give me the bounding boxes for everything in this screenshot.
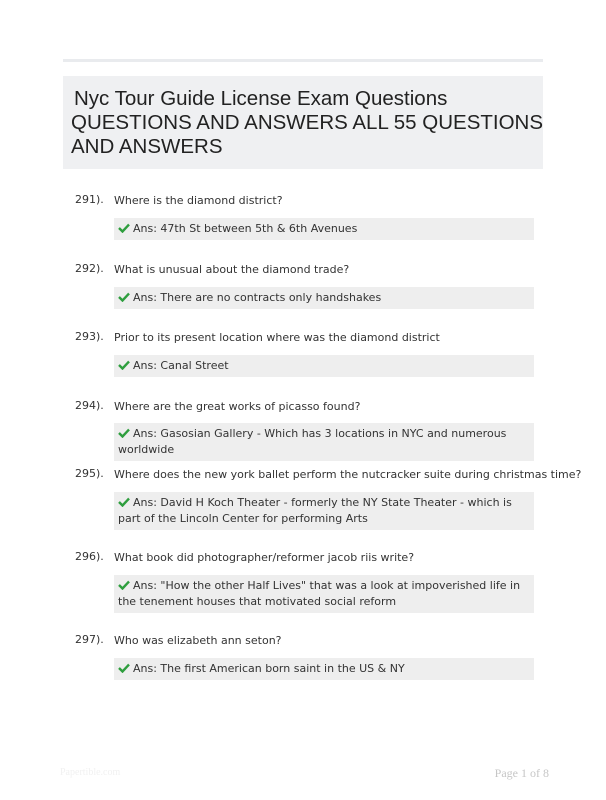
check-icon (118, 428, 131, 438)
check-icon (118, 663, 131, 673)
document-title-box (63, 76, 543, 169)
question-text: What is unusual about the diamond trade? (114, 263, 350, 276)
answer-text: Ans: David H Koch Theater - formerly the NY State Theater - which is part of the Lincoln Center for performing Arts (118, 496, 512, 525)
page-number: Page 1 of 8 (494, 766, 549, 780)
check-icon (118, 223, 131, 233)
question-text: Prior to its present location where was the diamond district (114, 331, 440, 344)
question-number: 292). (75, 262, 104, 275)
answer-box (114, 218, 534, 240)
answer-box (114, 658, 534, 680)
answer-text: Ans: There are no contracts only handshakes (133, 291, 382, 304)
question-number: 294). (75, 399, 104, 412)
answer-box (114, 575, 534, 613)
check-icon (118, 292, 131, 302)
title-line-3: AND ANSWERS (71, 135, 223, 158)
check-icon (118, 497, 131, 507)
answer-text: Ans: Canal Street (133, 359, 229, 372)
answer-box (114, 287, 534, 309)
question-number: 295). (75, 467, 104, 480)
question-text: Who was elizabeth ann seton? (114, 634, 282, 647)
answer-box (114, 355, 534, 377)
question-number: 293). (75, 330, 104, 343)
title-line-2: QUESTIONS AND ANSWERS ALL 55 QUESTIONS (71, 111, 544, 134)
title-line-1: Nyc Tour Guide License Exam Questions (74, 87, 448, 110)
answer-box (114, 492, 534, 530)
question-text: Where are the great works of picasso found? (114, 400, 361, 413)
answer-text: Ans: "How the other Half Lives" that was a look at impoverished life in the tenement houses that motivated social reform (118, 579, 521, 608)
answer-text: Ans: The first American born saint in the US & NY (133, 662, 405, 675)
answer-text: Ans: Gasosian Gallery - Which has 3 locations in NYC and numerous worldwide (118, 427, 507, 456)
answer-text: Ans: 47th St between 5th & 6th Avenues (133, 222, 358, 235)
question-text: Where does the new york ballet perform the nutcracker suite during christmas time? (114, 468, 582, 481)
answer-box (114, 423, 534, 461)
question-number: 297). (75, 633, 104, 646)
question-text: Where is the diamond district? (114, 194, 283, 207)
question-number: 291). (75, 193, 104, 206)
question-number: 296). (75, 550, 104, 563)
question-text: What book did photographer/reformer jacob riis write? (114, 551, 415, 564)
check-icon (118, 360, 131, 370)
footer-watermark: Papertible.com (60, 767, 121, 778)
check-icon (118, 580, 131, 590)
top-divider (63, 59, 543, 62)
